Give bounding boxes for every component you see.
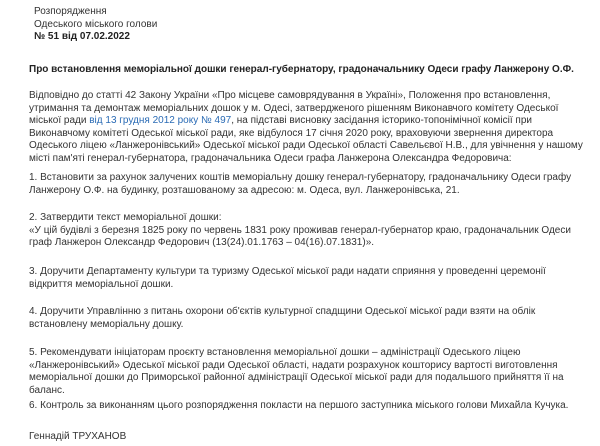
order-item-2: 2. Затвердити текст меморіальної дошки: «У цій будівлі з березня 1825 року по червень 1831 року проживав генерал-губернатор краю, градоначальник Одеси граф Ланжерон Олександр Федорович (13(24).01.1763 – 04(16).07.1831)». (29, 212, 571, 248)
signature: Геннадій ТРУХАНОВ (29, 431, 127, 442)
document-issuer: Одеського міського голови (34, 18, 158, 30)
order-item-4: 4. Доручити Управлінню з питань охорони об'єктів культурної спадщини Одеської міської ради взяти на облік встановлену меморіальну дошку. (29, 306, 536, 330)
document-number: № 51 від 07.02.2022 (34, 31, 130, 42)
order-item-6: 6. Контроль за виконанням цього розпорядження покласти на першого заступника міського голови Михайла Кучука. (29, 400, 569, 411)
document-type: Розпорядження (34, 6, 107, 17)
document-header (34, 6, 334, 44)
order-item-1: 1. Встановити за рахунок залучених коштів меморіальну дошку генерал-губернатору, градоначальнику Одеси графу Ланжерону О.Ф. на будинку, розташованому за адресою: м. Одеса, вул. Ланжеронівська, 21. (29, 172, 572, 196)
document-title: Про встановлення меморіальної дошки генерал-губернатору, градоначальнику Одеси графу Ланжерону О.Ф. (29, 64, 574, 75)
decision-link[interactable]: від 13 грудня 2012 року № 497 (89, 115, 232, 126)
preamble-paragraph (29, 90, 590, 165)
preamble-text-1: Відповідно до статті 42 Закону України «Про місцеве самоврядування в Україні», Положення про встановлення, утримання та демонтаж меморіальних дошок у м. Одесі, затвердженого рішенням Виконавчого комітету Одеської міської ради (29, 90, 559, 126)
order-item-3: 3. Доручити Департаменту культури та туризму Одеської міської ради надати сприяння у проведенні церемонії відкриття меморіальної дошки. (29, 266, 546, 290)
order-item-5: 5. Рекомендувати ініціаторам проєкту встановлення меморіальної дошки – адміністрації Одеського ліцею «Ланжеронівський» Одеської міської ради Одеської області, надати розрахунок кошторису вартості виготовлення меморіальної дошки до Приморської районної адміністрації Одеської міської ради для подальшого прийняття її на баланс. (29, 347, 564, 396)
preamble-text-2: , на підставі висновку засідання історико-топонімічної комісії при Виконавчому комітеті Одеської міської ради, яке відбулося 17 січня 2020 року, враховуючи звернення директора Одеського ліцею «Ланжеронівський» Одеської міської ради Одеської області Савельєвої Н.В., для увічнення у нашому місті пам'яті генерал-губернатора, градоначальника Одеси графа Ланжерона Олександра Федоровича: (29, 115, 583, 164)
